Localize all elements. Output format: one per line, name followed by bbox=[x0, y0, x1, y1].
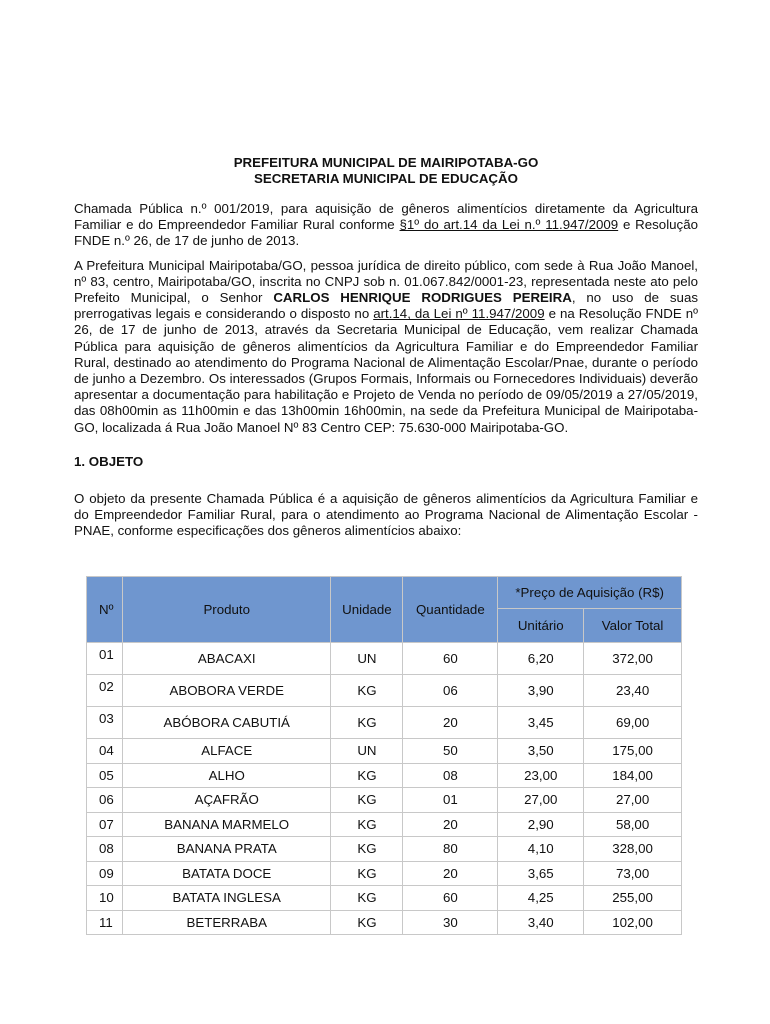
cell-quantity: 08 bbox=[403, 763, 498, 788]
cell-total: 69,00 bbox=[584, 707, 682, 739]
body-text-3: e na Resolução FNDE nº 26, de 17 de junho de 2013, através da Secretaria Municipal de Educação, vem realizar Chamada Pública para aquisição de gêneros alimentícios da Agricultura Familiar e do Empreendedor Familiar Rural, destinado ao atendimento do Programa Nacional de Alimentação Escolar/Pnae, durante o período de junho a Dezembro. Os interessados (Grupos Formais, Informais ou Fornecedores Individuais) deverão apresentar a documentação para habilitação e Projeto de Venda no período de 09/05/2019 a 27/05/2019, das 08h00min as 11h00min e das 13h00min 16h00min, na sede da Prefeitura Municipal de Mairipotaba-GO, localizada á Rua João Manoel Nº 83 Centro CEP: 75.630-000 Mairipotaba-GO. bbox=[74, 306, 698, 435]
cell-unit-price: 23,00 bbox=[498, 763, 584, 788]
cell-no: 10 bbox=[87, 886, 123, 911]
cell-product: ALHO bbox=[122, 763, 331, 788]
cell-product: BATATA INGLESA bbox=[122, 886, 331, 911]
mayor-name: CARLOS HENRIQUE RODRIGUES PEREIRA bbox=[273, 290, 572, 306]
cell-unit: KG bbox=[331, 763, 403, 788]
intro-text-1: Chamada Pública n.º 001/2019, para aquisição de gêneros alimentícios diretamente da Agricultura Familiar e do Empreendedor Familiar Rural conforme bbox=[74, 201, 698, 233]
header-line-1: PREFEITURA MUNICIPAL DE MAIRIPOTABA-GO bbox=[233, 155, 539, 170]
table-row bbox=[87, 788, 682, 813]
cell-product: BETERRABA bbox=[122, 910, 331, 935]
cell-no: 08 bbox=[87, 837, 123, 862]
table-row bbox=[87, 861, 682, 886]
cell-unit: UN bbox=[331, 739, 403, 764]
table-row bbox=[87, 910, 682, 935]
cell-unit: KG bbox=[331, 861, 403, 886]
cell-total: 175,00 bbox=[584, 739, 682, 764]
cell-total: 58,00 bbox=[584, 812, 682, 837]
cell-quantity: 50 bbox=[403, 739, 498, 764]
cell-no: 04 bbox=[87, 739, 123, 764]
table-row bbox=[87, 675, 682, 707]
cell-unit-price: 3,45 bbox=[498, 707, 584, 739]
header-no: Nº bbox=[87, 577, 123, 643]
cell-quantity: 80 bbox=[403, 837, 498, 862]
cell-no: 06 bbox=[87, 788, 123, 813]
document-header bbox=[74, 155, 698, 187]
cell-quantity: 20 bbox=[403, 861, 498, 886]
cell-no: 02 bbox=[87, 675, 123, 707]
cell-quantity: 06 bbox=[403, 675, 498, 707]
cell-quantity: 60 bbox=[403, 886, 498, 911]
cell-product: ALFACE bbox=[122, 739, 331, 764]
cell-quantity: 20 bbox=[403, 812, 498, 837]
cell-total: 255,00 bbox=[584, 886, 682, 911]
cell-no: 11 bbox=[87, 910, 123, 935]
cell-total: 372,00 bbox=[584, 643, 682, 675]
cell-no: 03 bbox=[87, 707, 123, 739]
section-title-objeto: 1. OBJETO bbox=[74, 453, 144, 469]
cell-unit-price: 27,00 bbox=[498, 788, 584, 813]
cell-product: ABACAXI bbox=[122, 643, 331, 675]
header-unit-price: Unitário bbox=[498, 609, 584, 643]
table-row bbox=[87, 837, 682, 862]
header-price-group: *Preço de Aquisição (R$) bbox=[498, 577, 682, 609]
cell-no: 01 bbox=[87, 643, 123, 675]
header-total: Valor Total bbox=[584, 609, 682, 643]
cell-product: BATATA DOCE bbox=[122, 861, 331, 886]
table-row bbox=[87, 643, 682, 675]
cell-unit: KG bbox=[331, 910, 403, 935]
body-paragraph bbox=[74, 258, 698, 436]
cell-unit: UN bbox=[331, 643, 403, 675]
header-unit: Unidade bbox=[331, 577, 403, 643]
cell-no: 07 bbox=[87, 812, 123, 837]
document-page bbox=[74, 155, 698, 540]
cell-product: BANANA PRATA bbox=[122, 837, 331, 862]
intro-paragraph bbox=[74, 201, 698, 250]
cell-no: 05 bbox=[87, 763, 123, 788]
cell-product: BANANA MARMELO bbox=[122, 812, 331, 837]
cell-unit: KG bbox=[331, 886, 403, 911]
cell-unit-price: 3,50 bbox=[498, 739, 584, 764]
cell-total: 23,40 bbox=[584, 675, 682, 707]
cell-unit: KG bbox=[331, 812, 403, 837]
cell-product: ABÓBORA CABUTIÁ bbox=[122, 707, 331, 739]
cell-unit: KG bbox=[331, 675, 403, 707]
cell-unit-price: 4,10 bbox=[498, 837, 584, 862]
cell-total: 27,00 bbox=[584, 788, 682, 813]
table-row bbox=[87, 886, 682, 911]
body-law-link[interactable]: art.14, da Lei nº 11.947/2009 bbox=[373, 306, 545, 322]
cell-unit-price: 3,90 bbox=[498, 675, 584, 707]
table-row bbox=[87, 763, 682, 788]
header-line-2: SECRETARIA MUNICIPAL DE EDUCAÇÃO bbox=[254, 171, 518, 186]
cell-unit-price: 3,65 bbox=[498, 861, 584, 886]
cell-unit-price: 2,90 bbox=[498, 812, 584, 837]
table-row bbox=[87, 707, 682, 739]
cell-quantity: 01 bbox=[403, 788, 498, 813]
intro-law-link[interactable]: §1º do art.14 da Lei n.º 11.947/2009 bbox=[399, 217, 619, 233]
body-text-2: , no uso de suas prerrogativas legais e considerando o disposto no bbox=[74, 290, 698, 322]
header-quantity: Quantidade bbox=[403, 577, 498, 643]
cell-total: 73,00 bbox=[584, 861, 682, 886]
cell-total: 102,00 bbox=[584, 910, 682, 935]
cell-total: 184,00 bbox=[584, 763, 682, 788]
cell-quantity: 30 bbox=[403, 910, 498, 935]
cell-product: ABOBORA VERDE bbox=[122, 675, 331, 707]
cell-total: 328,00 bbox=[584, 837, 682, 862]
cell-quantity: 60 bbox=[403, 643, 498, 675]
cell-product: AÇAFRÃO bbox=[122, 788, 331, 813]
cell-unit-price: 3,40 bbox=[498, 910, 584, 935]
table-row bbox=[87, 739, 682, 764]
cell-quantity: 20 bbox=[403, 707, 498, 739]
cell-unit: KG bbox=[331, 788, 403, 813]
intro-text-2: e Resolução FNDE n.º 26, de 17 de junho de 2013. bbox=[74, 217, 698, 249]
cell-unit-price: 6,20 bbox=[498, 643, 584, 675]
cell-unit: KG bbox=[331, 837, 403, 862]
cell-unit: KG bbox=[331, 707, 403, 739]
body-text-1: A Prefeitura Municipal Mairipotaba/GO, pessoa jurídica de direito público, com sede à Rua João Manoel, nº 83, centro, Mairipotaba/GO, inscrita no CNPJ sob n. 01.067.842/0001-23, representada neste ato pelo Prefeito Municipal, o Senhor bbox=[74, 257, 698, 306]
objeto-paragraph: O objeto da presente Chamada Pública é a aquisição de gêneros alimentícios da Agricultura Familiar e do Empreendedor Familiar Rural, para o atendimento ao Programa Nacional de Alimentação Escolar - PNAE, conforme especificações dos gêneros alimentícios abaixo: bbox=[74, 491, 698, 539]
cell-unit-price: 4,25 bbox=[498, 886, 584, 911]
header-product: Produto bbox=[122, 577, 331, 643]
cell-no: 09 bbox=[87, 861, 123, 886]
products-table bbox=[86, 576, 682, 935]
table-row bbox=[87, 812, 682, 837]
